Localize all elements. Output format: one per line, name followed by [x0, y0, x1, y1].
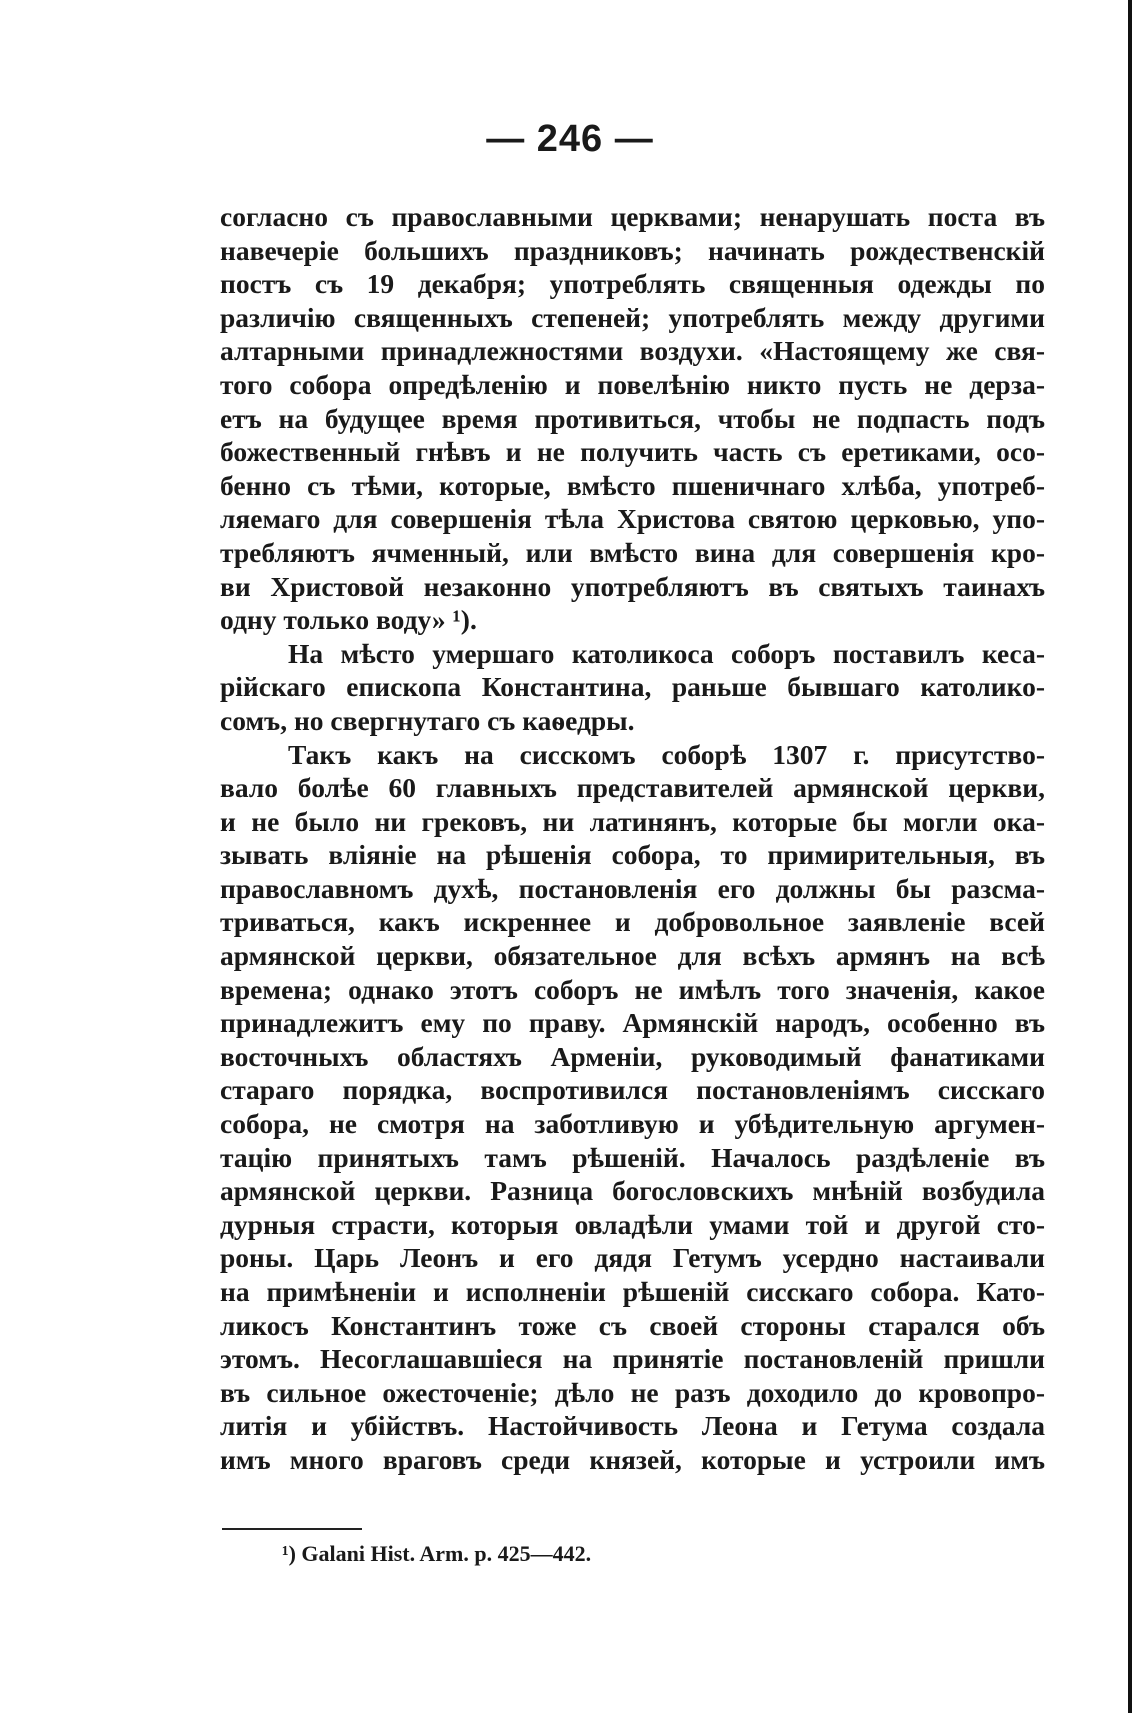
text-line: божественный гнѣвъ и не получить часть съ еретиками, осо- [220, 436, 1045, 468]
text-line: Такъ какъ на сисскомъ соборѣ 1307 г. присутство- [288, 738, 1045, 770]
text-line: рійскаго епископа Константина, раньше бывшаго католико- [220, 671, 1045, 703]
text-line: тацію принятыхъ тамъ рѣшеній. Началось раздѣленіе въ [220, 1141, 1045, 1173]
text-line: На мѣсто умершаго католикоса соборъ поставилъ кеса- [288, 637, 1045, 669]
text-line: литія и убійствъ. Настойчивость Леона и Гетума создала [220, 1410, 1045, 1442]
text-line: ликосъ Константинъ тоже съ своей стороны старался объ [220, 1309, 1045, 1341]
text-line: православномъ духѣ, постановленія его должны бы разсма- [220, 872, 1045, 904]
text-line: зывать вліяніе на рѣшенія собора, то примирительныя, въ [220, 839, 1045, 871]
text-line: стараго порядка, воспротивился постановленіямъ сисскаго [220, 1074, 1045, 1106]
text-line: восточныхъ областяхъ Арменіи, руководимый фанатиками [220, 1040, 1045, 1072]
text-line: навечеріе большихъ праздниковъ; начинать рождественскій [220, 234, 1045, 266]
text-line: ляемаго для совершенія тѣла Христова святою церковью, упо- [220, 503, 1045, 535]
footnote: ¹) Galani Hist. Arm. p. 425—442. [282, 1541, 592, 1566]
text-line: одну только воду» ¹). [220, 604, 477, 636]
text-line: требляютъ ячменный, или вмѣсто вина для совершенія кро- [220, 536, 1045, 568]
text-line: дурныя страсти, которыя овладѣли умами той и другой сто- [220, 1208, 1045, 1240]
text-line: различію священныхъ степеней; употреблять между другими [220, 301, 1045, 333]
text-line: на примѣненіи и исполненіи рѣшеній сисскаго собора. Като- [220, 1276, 1045, 1307]
text-line: армянской церкви. Разница богословскихъ мнѣній возбудила [220, 1175, 1045, 1207]
text-line: вало болѣе 60 главныхъ представителей армянской церкви, [220, 772, 1045, 804]
text-line: и не было ни грековъ, ни латинянъ, которые бы могли ока- [220, 805, 1045, 837]
text-line: принадлежитъ ему по праву. Армянскій народъ, особенно въ [220, 1007, 1045, 1039]
text-line: того собора опредѣленію и повелѣнію никто пусть не дерза- [220, 368, 1045, 400]
text-line: армянской церкви, обязательное для всѣхъ армянъ на всѣ [220, 940, 1045, 972]
text-line: времена; однако этотъ соборъ не имѣлъ того значенія, какое [220, 973, 1045, 1005]
text-line: триваться, какъ искреннее и добровольное заявленіе всей [220, 906, 1045, 938]
text-line: бенно съ тѣми, которые, вмѣсто пшеничнаго хлѣба, употреб- [220, 469, 1045, 501]
page-number: — 246 — [486, 118, 654, 160]
footnote-divider [222, 1528, 362, 1530]
text-line: сомъ, но свергнутаго съ каѳедры. [220, 704, 635, 736]
text-line: согласно съ православными церквами; ненарушать поста въ [220, 201, 1045, 232]
text-line: алтарными принадлежностями воздухи. «Настоящему же свя- [220, 335, 1045, 367]
text-line: этомъ. Несоглашавшіеся на принятіе постановленій пришли [220, 1343, 1045, 1375]
text-line: собора, не смотря на заботливую и убѣдительную аргумен- [220, 1108, 1045, 1140]
text-line: етъ на будущее время противиться, чтобы не подпасть подъ [220, 402, 1045, 434]
page-edge-rule [1128, 0, 1132, 1713]
main-text [220, 200, 1045, 1477]
text-line: роны. Царь Леонъ и его дядя Гетумъ усердно настаивали [220, 1242, 1045, 1274]
text-line: постъ съ 19 декабря; употреблять священныя одежды по [220, 268, 1045, 300]
text-line: имъ много враговъ среди князей, которые и устроили имъ [220, 1443, 1045, 1475]
text-line: ви Христовой незаконно употребляютъ въ святыхъ таинахъ [220, 570, 1045, 602]
text-line: въ сильное ожесточеніе; дѣло не разъ доходило до кровопро- [220, 1376, 1045, 1408]
